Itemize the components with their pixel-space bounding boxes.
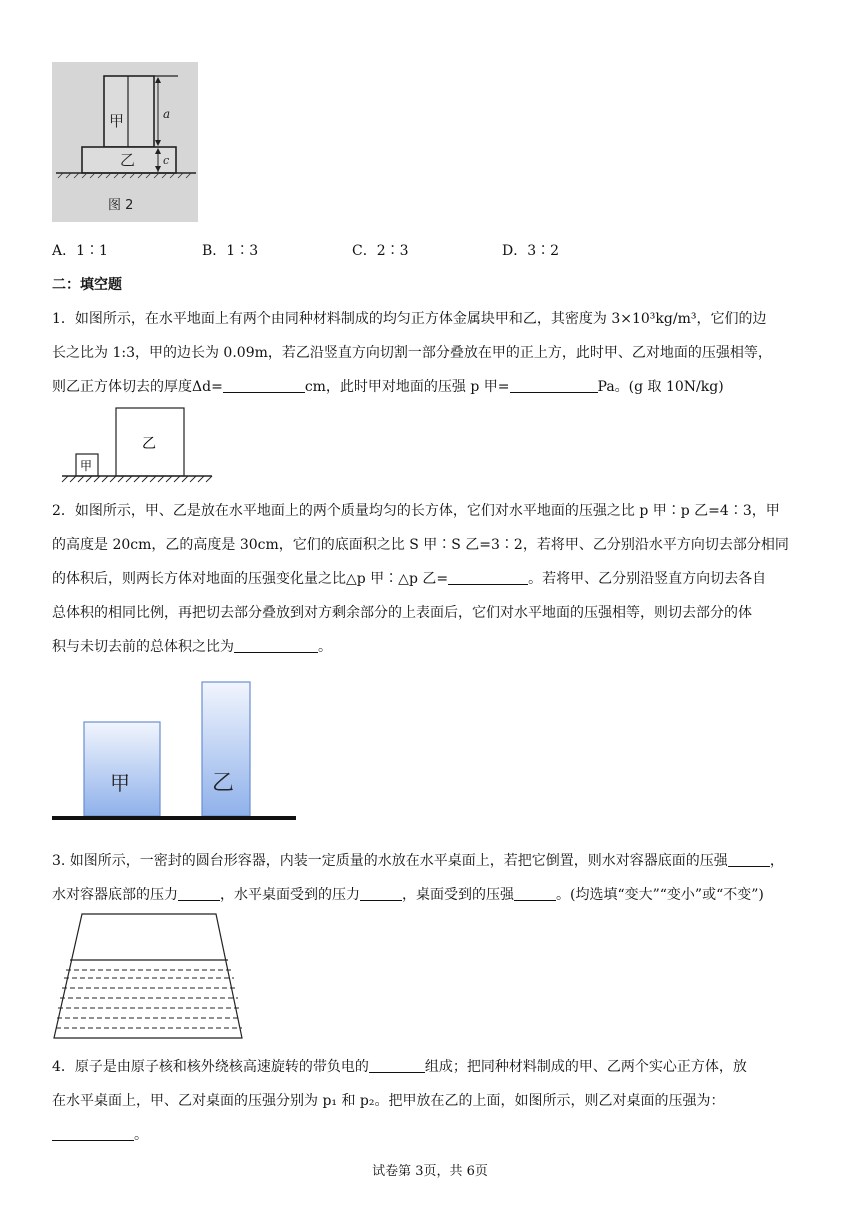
answer-blank[interactable] — [52, 1126, 134, 1141]
section-title: 二：填空题 — [52, 277, 122, 293]
label-jia: 甲 — [109, 112, 125, 130]
figure-caption: 图 2 — [108, 198, 134, 213]
option-a[interactable]: A．1∶1 — [52, 243, 108, 259]
question-2-figure — [52, 680, 302, 824]
answer-blank[interactable] — [360, 886, 402, 901]
label-yi: 乙 — [142, 436, 156, 452]
figure-2-diagram — [52, 62, 198, 222]
page-footer: 试卷第 3页，共 6页 — [372, 1164, 488, 1179]
answer-blank[interactable] — [234, 638, 318, 653]
block-jia — [84, 722, 160, 816]
answer-blank[interactable] — [728, 852, 770, 867]
answer-blank[interactable] — [510, 378, 598, 393]
question-1: 1．如图所示，在水平地面上有两个由同种材料制成的均匀正方体金属块甲和乙，其密度为 3×10³kg/m³，它们的边 长之比为 1:3，甲的边长为 0.09m，若乙沿竖直方向切割一部分叠放在甲的正上方，此时甲、乙对地面的压强相等， 则乙正方体切去的厚度Δd= cm，此时甲对地面的压强 p 甲= Pa。(g 取 10N/kg) — [52, 311, 772, 395]
option-c[interactable]: C．2∶3 — [352, 243, 409, 259]
dimension-a-label: a — [163, 107, 171, 121]
question-3: 3. 如图所示，一密封的圆台形容器，内装一定质量的水放在水平桌面上，若把它倒置，则水对容器底面的压强 ， 水对容器底部的压力 ，水平桌面受到的压力 ，桌面受到的压强 。(均选填“变大”“变小”或“不变”) — [52, 853, 784, 903]
dimension-c-label: c — [163, 154, 170, 167]
label-yi: 乙 — [120, 151, 136, 169]
question-1-figure — [60, 406, 220, 486]
question-4: 4．原子是由原子核和核外绕核高速旋转的带负电的 组成；把同种材料制成的甲、乙两个实心正方体，放 在水平桌面上，甲、乙对桌面的压强分别为 p₁ 和 p₂。把甲放在乙的上面，如图所示，则乙对桌面的压强为： 。 — [52, 1059, 747, 1143]
question-2: 2．如图所示，甲、乙是放在水平地面上的两个质量均匀的长方体，它们对水平地面的压强之比 p 甲∶p 乙=4∶3，甲 的高度是 20cm，乙的高度是 30cm，它们的底面积之比 S 甲∶S 乙=3∶2，若将甲、乙分别沿水平方向切去部分相同 的体积后，则两长方体对地面的压强变化量之比△p 甲∶△p 乙= 。若将甲、乙分别沿竖直方向切去各自 总体积的相同比例，再把切去部分叠放到对方剩余部分的上表面后，它们对水平地面的压强相等，则切去部分的体 积与未切去前的总体积之比为 。 — [52, 503, 789, 655]
question-3-figure — [52, 912, 248, 1040]
answer-blank[interactable] — [448, 570, 528, 585]
answer-blank[interactable] — [514, 886, 556, 901]
option-b[interactable]: B．1∶3 — [202, 243, 259, 259]
answer-blank[interactable] — [369, 1058, 425, 1073]
answer-blank[interactable] — [223, 378, 305, 393]
label-jia: 甲 — [110, 771, 130, 795]
answer-options — [52, 240, 812, 262]
option-d[interactable]: D．3∶2 — [502, 243, 560, 259]
frustum-container — [54, 914, 242, 1038]
answer-blank[interactable] — [178, 886, 220, 901]
label-yi: 乙 — [212, 771, 235, 796]
label-jia: 甲 — [80, 459, 93, 473]
